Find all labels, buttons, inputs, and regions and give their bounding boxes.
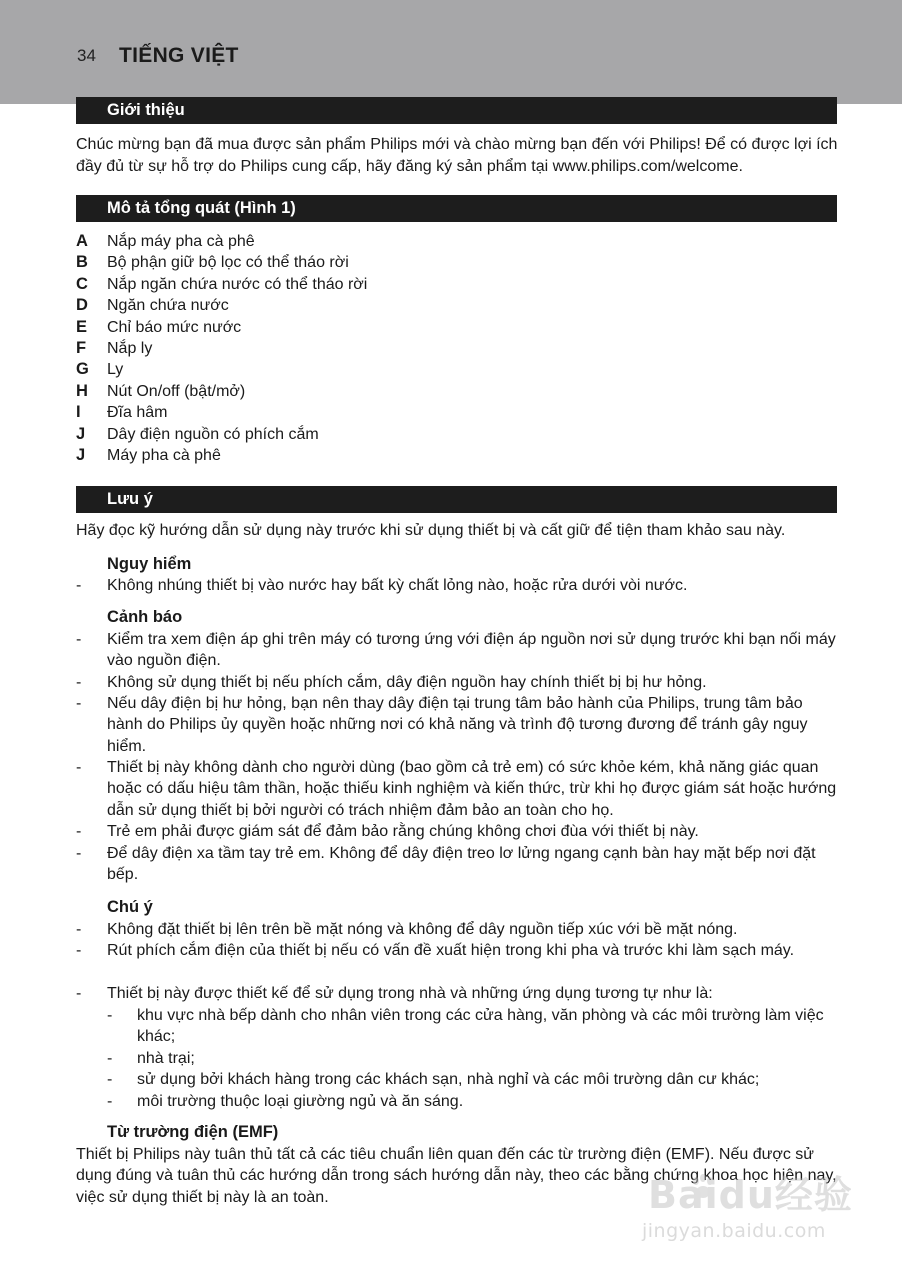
section-bar-overview: Mô tả tổng quát (Hình 1) bbox=[76, 195, 837, 222]
list-item bbox=[76, 381, 836, 402]
item-text: Bộ phận giữ bộ lọc có thể tháo rời bbox=[107, 254, 349, 272]
notice-intro: Hãy đọc kỹ hướng dẫn sử dụng này trước khi sử dụng thiết bị và cất giữ để tiện tham khảo sau này. bbox=[76, 522, 786, 539]
danger-heading: Nguy hiểm bbox=[107, 555, 192, 573]
warning-item: - Trẻ em phải được giám sát để đảm bảo rằng chúng không chơi đùa với thiết bị này. bbox=[76, 821, 841, 842]
item-letter: E bbox=[76, 317, 88, 336]
item-text: Nắp ly bbox=[107, 339, 153, 357]
item-letter: I bbox=[76, 403, 81, 422]
section-bar-notice: Lưu ý bbox=[76, 486, 837, 513]
warning-item: - Để dây điện xa tầm tay trẻ em. Không để dây điện treo lơ lửng ngang cạnh bàn hay mặt bếp nơi đặt bếp. bbox=[76, 843, 841, 886]
caution-subitem: - môi trường thuộc loại giường ngủ và ăn sáng. bbox=[107, 1091, 832, 1112]
item-text: Máy pha cà phê bbox=[107, 446, 221, 464]
parts-list bbox=[76, 231, 836, 466]
item-text: môi trường thuộc loại giường ngủ và ăn sáng. bbox=[137, 1093, 464, 1110]
item-letter: B bbox=[76, 253, 88, 272]
list-item bbox=[76, 295, 836, 316]
item-text: Không đặt thiết bị lên trên bề mặt nóng và không để dây nguồn tiếp xúc với bề mặt nóng. bbox=[107, 921, 738, 938]
item-letter: D bbox=[76, 296, 88, 315]
watermark-brand: Baidu经验 bbox=[648, 1173, 853, 1217]
item-letter: J bbox=[76, 424, 86, 443]
item-text: khu vực nhà bếp dành cho nhân viên trong các cửa hàng, văn phòng và các môi trường làm việc khác; bbox=[137, 1007, 824, 1046]
language-title: TIẾNG VIỆT bbox=[119, 44, 239, 67]
item-text: Không sử dụng thiết bị nếu phích cắm, dây điện nguồn hay chính thiết bị bị hư hỏng. bbox=[107, 674, 707, 691]
list-item bbox=[76, 402, 836, 423]
emf-paragraph: Thiết bị Philips này tuân thủ tất cả các tiêu chuẩn liên quan đến các từ trường điện (EMF). Nếu được sử dụng đúng và tuân thủ các hướng dẫn trong sách hướng dẫn này, theo các bằng chứng khoa học hiện nay, việc sử dụng thiết bị này là an toàn. bbox=[76, 1146, 837, 1206]
item-text: sử dụng bởi khách hàng trong các khách sạn, nhà nghỉ và các môi trường dân cư khác; bbox=[137, 1071, 760, 1088]
item-letter: F bbox=[76, 338, 87, 357]
warning-item: - Nếu dây điện bị hư hỏng, bạn nên thay dây điện tại trung tâm bảo hành của Philips, trung tâm bảo hành do Philips ủy quyền hoặc những nơi có khả năng và trình độ tương đương để tránh gây nguy hiểm. bbox=[76, 693, 841, 757]
list-item bbox=[76, 445, 836, 466]
item-text: Để dây điện xa tầm tay trẻ em. Không để dây điện treo lơ lửng ngang cạnh bàn hay mặt bếp nơi đặt bếp. bbox=[107, 845, 816, 884]
item-text: Thiết bị này không dành cho người dùng (bao gồm cả trẻ em) có sức khỏe kém, khả năng giác quan hoặc có dấu hiệu tâm thần, hoặc thiếu kinh nghiệm và kiến thức, trừ khi họ được giám sát hoặc hướng dẫn sử dụng thiết bị bởi người có trách nhiệm đảm bảo an toàn cho họ. bbox=[107, 759, 837, 819]
caution-item: - Không đặt thiết bị lên trên bề mặt nóng và không để dây nguồn tiếp xúc với bề mặt nóng. bbox=[76, 919, 841, 940]
warning-item: - Kiểm tra xem điện áp ghi trên máy có tương ứng với điện áp nguồn nơi sử dụng trước khi bạn nối máy vào nguồn điện. bbox=[76, 629, 841, 672]
caution-subitem: - nhà trại; bbox=[107, 1048, 832, 1069]
danger-item: - Không nhúng thiết bị vào nước hay bất kỳ chất lỏng nào, hoặc rửa dưới vòi nước. bbox=[76, 575, 841, 596]
section-bar-intro: Giới thiệu bbox=[76, 97, 837, 124]
item-text: Dây điện nguồn có phích cắm bbox=[107, 425, 319, 443]
caution-item: - Rút phích cắm điện của thiết bị nếu có vấn đề xuất hiện trong khi pha và trước khi làm sạch máy. bbox=[76, 940, 841, 961]
item-letter: H bbox=[76, 381, 88, 400]
item-text: Ly bbox=[107, 361, 124, 379]
item-letter: J bbox=[76, 445, 86, 464]
intro-paragraph: Chúc mừng bạn đã mua được sản phẩm Philips mới và chào mừng bạn đến với Philips! Để có được lợi ích đầy đủ từ sự hỗ trợ do Philips cung cấp, hãy đăng ký sản phẩm tại www.philips.com/welcome. bbox=[76, 136, 838, 175]
page-number: 34 bbox=[77, 46, 96, 65]
item-text: Thiết bị này được thiết kế để sử dụng trong nhà và những ứng dụng tương tự như là: bbox=[107, 985, 713, 1002]
list-item bbox=[76, 424, 836, 445]
list-item bbox=[76, 317, 836, 338]
list-item bbox=[76, 252, 836, 273]
baidu-watermark bbox=[640, 1162, 870, 1252]
caution-subitem: - khu vực nhà bếp dành cho nhân viên trong các cửa hàng, văn phòng và các môi trường làm việc khác; bbox=[107, 1005, 832, 1048]
item-text: Chỉ báo mức nước bbox=[107, 318, 242, 336]
list-item bbox=[76, 359, 836, 380]
item-text: Nắp máy pha cà phê bbox=[107, 233, 255, 250]
emf-heading: Từ trường điện (EMF) bbox=[107, 1123, 279, 1141]
item-letter: G bbox=[76, 360, 89, 379]
item-letter: A bbox=[76, 232, 88, 250]
list-item bbox=[76, 274, 836, 295]
caution-subitem: - sử dụng bởi khách hàng trong các khách sạn, nhà nghỉ và các môi trường dân cư khác; bbox=[107, 1069, 832, 1090]
item-letter: C bbox=[76, 274, 88, 293]
item-text: Kiểm tra xem điện áp ghi trên máy có tương ứng với điện áp nguồn nơi sử dụng trước khi bạn nối máy vào nguồn điện. bbox=[107, 631, 836, 670]
item-text: nhà trại; bbox=[137, 1050, 195, 1067]
item-text: Nút On/off (bật/mở) bbox=[107, 382, 246, 400]
item-text: Ngăn chứa nước bbox=[107, 297, 229, 315]
item-text: Rút phích cắm điện của thiết bị nếu có vấn đề xuất hiện trong khi pha và trước khi làm sạch máy. bbox=[107, 942, 795, 959]
watermark-url: jingyan.baidu.com bbox=[642, 1220, 826, 1242]
list-item bbox=[76, 338, 836, 359]
list-item bbox=[76, 231, 836, 252]
item-text: Đĩa hâm bbox=[107, 404, 168, 422]
caution-item: - Thiết bị này được thiết kế để sử dụng trong nhà và những ứng dụng tương tự như là: bbox=[76, 983, 841, 1004]
item-text: Trẻ em phải được giám sát để đảm bảo rằng chúng không chơi đùa với thiết bị này. bbox=[107, 823, 699, 840]
page-header bbox=[0, 0, 902, 104]
item-text: Nắp ngăn chứa nước có thể tháo rời bbox=[107, 275, 368, 293]
warning-heading: Cảnh báo bbox=[107, 608, 183, 626]
warning-item: - Không sử dụng thiết bị nếu phích cắm, dây điện nguồn hay chính thiết bị bị hư hỏng. bbox=[76, 672, 841, 693]
caution-heading: Chú ý bbox=[107, 898, 153, 916]
item-text: Không nhúng thiết bị vào nước hay bất kỳ chất lỏng nào, hoặc rửa dưới vòi nước. bbox=[107, 577, 688, 594]
item-text: Nếu dây điện bị hư hỏng, bạn nên thay dây điện tại trung tâm bảo hành của Philips, trung tâm bảo hành do Philips ủy quyền hoặc những nơi có khả năng và trình độ tương đương để tránh gây nguy hiểm. bbox=[107, 695, 808, 755]
warning-item: - Thiết bị này không dành cho người dùng (bao gồm cả trẻ em) có sức khỏe kém, khả năng giác quan hoặc có dấu hiệu tâm thần, hoặc thiếu kinh nghiệm và kiến thức, trừ khi họ được giám sát hoặc hướng dẫn sử dụng thiết bị bởi người có trách nhiệm đảm bảo an toàn cho họ. bbox=[76, 757, 841, 821]
